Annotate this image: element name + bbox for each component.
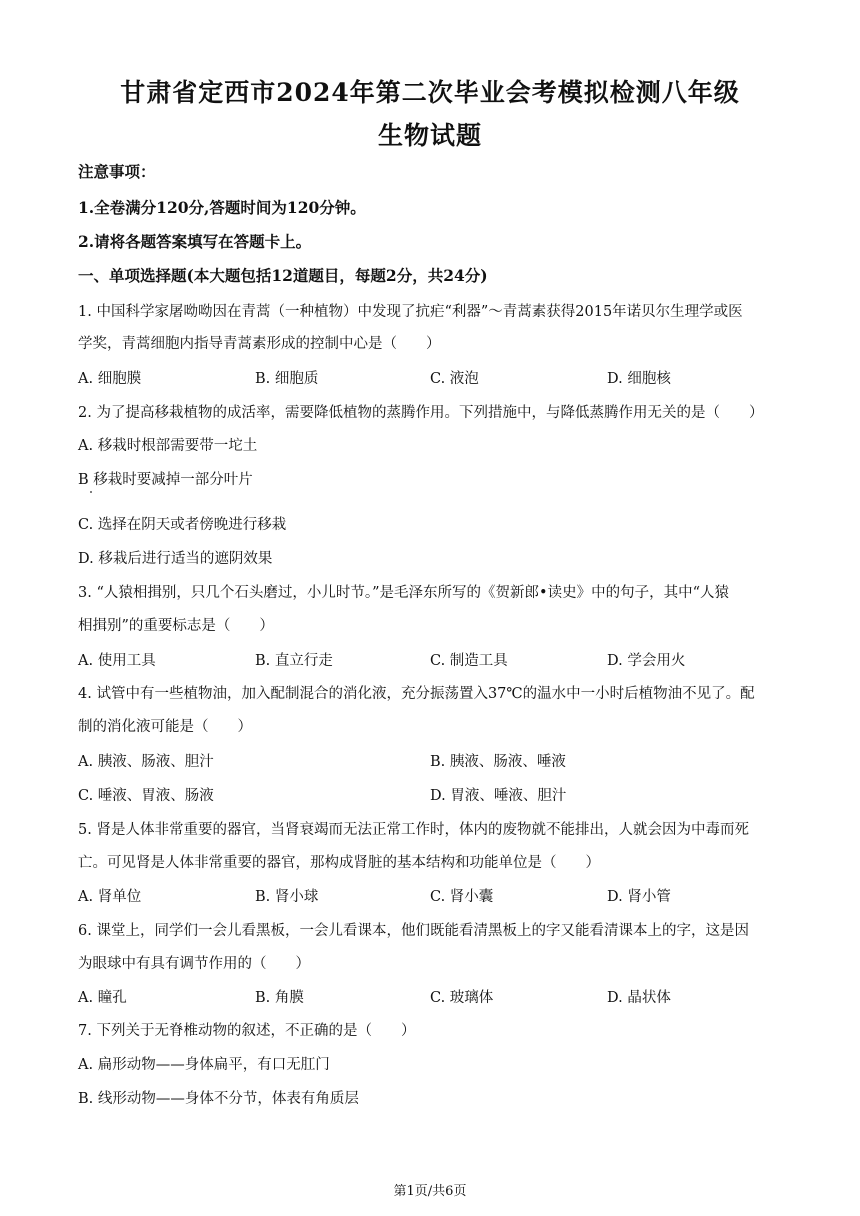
question-6-option-d: D. 晶状体 bbox=[607, 990, 671, 1006]
question-6-option-c: C. 玻璃体 bbox=[430, 990, 494, 1006]
notes-heading: 注意事项： bbox=[78, 162, 156, 181]
notes-item: 1.全卷满分120分,答题时间为120分钟。 bbox=[78, 198, 366, 217]
question-4-stem: 4. 试管中有一些植物油，加入配制混合的消化液，充分振荡置入37℃的温水中一小时后植物油不见了。配 bbox=[78, 686, 755, 702]
question-5-stem: 亡。可见肾是人体非常重要的器官，那构成肾脏的基本结构和功能单位是（ ） bbox=[78, 855, 600, 871]
question-5-stem: 5. 肾是人体非常重要的器官，当肾衰竭而无法正常工作时，体内的废物就不能排出，人就会因为中毒而死 bbox=[78, 822, 749, 838]
page-footer: 第1页/共6页 bbox=[393, 1184, 467, 1199]
question-2-option-a: A. 移栽时根部需要带一坨土 bbox=[78, 438, 258, 454]
question-4-option-c: C. 唾液、胃液、肠液 bbox=[78, 788, 214, 804]
question-2-option-b: B 移栽时要减掉一部分叶片 bbox=[78, 472, 253, 488]
exam-title: 甘肃省定西市2024年第二次毕业会考模拟检测八年级 bbox=[120, 78, 740, 107]
question-1-option-b: B. 细胞质 bbox=[255, 371, 319, 387]
question-7-option-a: A. 扁形动物——身体扁平，有口无肛门 bbox=[78, 1057, 330, 1073]
question-3-option-a: A. 使用工具 bbox=[78, 653, 156, 669]
question-4-option-d: D. 胃液、唾液、胆汁 bbox=[430, 788, 567, 804]
notes-item: 2.请将各题答案填写在答题卡上。 bbox=[78, 232, 312, 251]
question-5-option-c: C. 肾小囊 bbox=[430, 889, 494, 905]
question-1-option-a: A. 细胞膜 bbox=[78, 371, 142, 387]
question-3-stem: 3. “人猿相揖别，只几个石头磨过，小儿时节。”是毛泽东所写的《贺新郎•读史》中的句子，其中“人猿 bbox=[78, 585, 729, 601]
question-2-option-c: C. 选择在阴天或者傍晚进行移栽 bbox=[78, 517, 287, 533]
question-2-option-d: D. 移栽后进行适当的遮阴效果 bbox=[78, 551, 273, 567]
question-4-option-a: A. 胰液、肠液、胆汁 bbox=[78, 754, 214, 770]
question-4-stem: 制的消化液可能是（ ） bbox=[78, 719, 252, 735]
question-6-option-a: A. 瞳孔 bbox=[78, 990, 127, 1006]
question-1-stem: 1. 中国科学家屠呦呦因在青蒿（一种植物）中发现了抗疟“利器”～青蒿素获得2015年诺贝尔生理学或医 bbox=[78, 304, 743, 320]
question-5-option-a: A. 肾单位 bbox=[78, 889, 142, 905]
question-6-stem: 6. 课堂上，同学们一会儿看黑板，一会儿看课本，他们既能看清黑板上的字又能看清课本上的字，这是因 bbox=[78, 923, 749, 939]
question-1-option-d: D. 细胞核 bbox=[607, 371, 671, 387]
question-5-option-b: B. 肾小球 bbox=[255, 889, 319, 905]
question-6-option-b: B. 角膜 bbox=[255, 990, 304, 1006]
question-1-option-c: C. 液泡 bbox=[430, 371, 479, 387]
exam-subtitle: 生物试题 bbox=[377, 121, 482, 150]
question-3-option-d: D. 学会用火 bbox=[607, 653, 686, 669]
scan-dot bbox=[90, 491, 92, 493]
question-7-stem: 7. 下列关于无脊椎动物的叙述，不正确的是（ ） bbox=[78, 1023, 416, 1039]
section-heading: 一、单项选择题(本大题包括12道题目，每题2分，共24分) bbox=[78, 266, 488, 285]
question-2-stem: 2. 为了提高移栽植物的成活率，需要降低植物的蒸腾作用。下列措施中，与降低蒸腾作用无关的是（ ） bbox=[78, 405, 764, 421]
question-3-option-c: C. 制造工具 bbox=[430, 653, 508, 669]
question-7-option-b: B. 线形动物——身体不分节，体表有角质层 bbox=[78, 1091, 359, 1107]
question-3-stem: 相揖别”的重要标志是（ ） bbox=[78, 618, 274, 634]
question-3-option-b: B. 直立行走 bbox=[255, 653, 333, 669]
question-1-stem: 学奖，青蒿细胞内指导青蒿素形成的控制中心是（ ） bbox=[78, 336, 441, 352]
question-6-stem: 为眼球中有具有调节作用的（ ） bbox=[78, 956, 310, 972]
question-5-option-d: D. 肾小管 bbox=[607, 889, 671, 905]
question-4-option-b: B. 胰液、肠液、唾液 bbox=[430, 754, 566, 770]
